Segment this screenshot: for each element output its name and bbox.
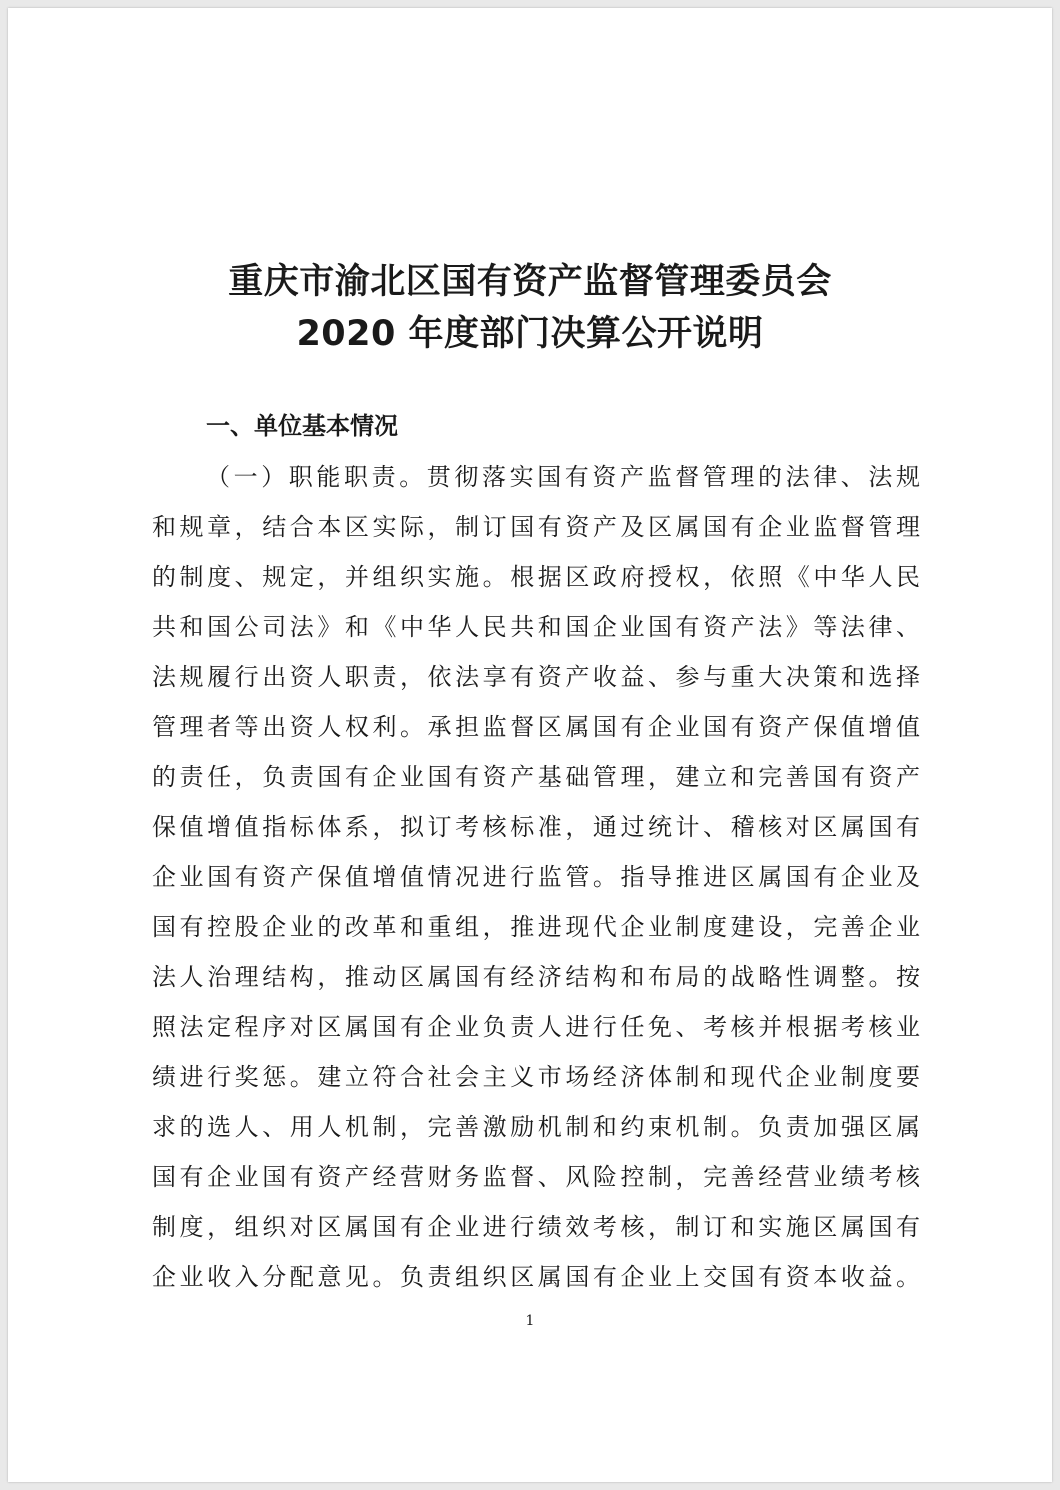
paragraph-line: 保值增值指标体系，拟订考核标准，通过统计、稽核对区属国有 bbox=[152, 813, 920, 841]
paragraph-line: 管理者等出资人权利。承担监督区属国有企业国有资产保值增值 bbox=[152, 713, 920, 741]
paragraph-line: 制度，组织对区属国有企业进行绩效考核，制订和实施区属国有 bbox=[152, 1213, 920, 1241]
page-number: 1 bbox=[525, 1313, 535, 1329]
paragraph-line: 国有企业国有资产经营财务监督、风险控制，完善经营业绩考核 bbox=[152, 1163, 920, 1191]
document-page bbox=[8, 8, 1052, 1482]
paragraph-line: 企业收入分配意见。负责组织区属国有企业上交国有资本收益。 bbox=[152, 1263, 920, 1291]
paragraph-line: 的责任，负责国有企业国有资产基础管理，建立和完善国有资产 bbox=[152, 763, 920, 791]
paragraph-line: 共和国公司法》和《中华人民共和国企业国有资产法》等法律、 bbox=[152, 613, 920, 641]
paragraph-line: 法规履行出资人职责，依法享有资产收益、参与重大决策和选择 bbox=[152, 663, 920, 691]
paragraph-line: 国有控股企业的改革和重组，推进现代企业制度建设，完善企业 bbox=[152, 913, 920, 941]
paragraph-line: 企业国有资产保值增值情况进行监管。指导推进区属国有企业及 bbox=[152, 863, 920, 891]
paragraph-line: 的制度、规定，并组织实施。根据区政府授权，依照《中华人民 bbox=[152, 563, 920, 591]
section-heading: 一、单位基本情况 bbox=[206, 412, 398, 440]
paragraph-line: 照法定程序对区属国有企业负责人进行任免、考核并根据考核业 bbox=[152, 1013, 920, 1041]
paragraph-line: （一）职能职责。贯彻落实国有资产监督管理的法律、法规 bbox=[206, 463, 920, 491]
document-title-line-1: 重庆市渝北区国有资产监督管理委员会 bbox=[228, 262, 832, 302]
paragraph-line: 求的选人、用人机制，完善激励机制和约束机制。负责加强区属 bbox=[152, 1113, 920, 1141]
paragraph-line: 绩进行奖惩。建立符合社会主义市场经济体制和现代企业制度要 bbox=[152, 1063, 920, 1091]
paragraph-line: 法人治理结构，推动区属国有经济结构和布局的战略性调整。按 bbox=[152, 963, 920, 991]
document-title-line-2: 2020 年度部门决算公开说明 bbox=[296, 314, 764, 354]
paragraph-line: 和规章，结合本区实际，制订国有资产及区属国有企业监督管理 bbox=[152, 513, 920, 541]
